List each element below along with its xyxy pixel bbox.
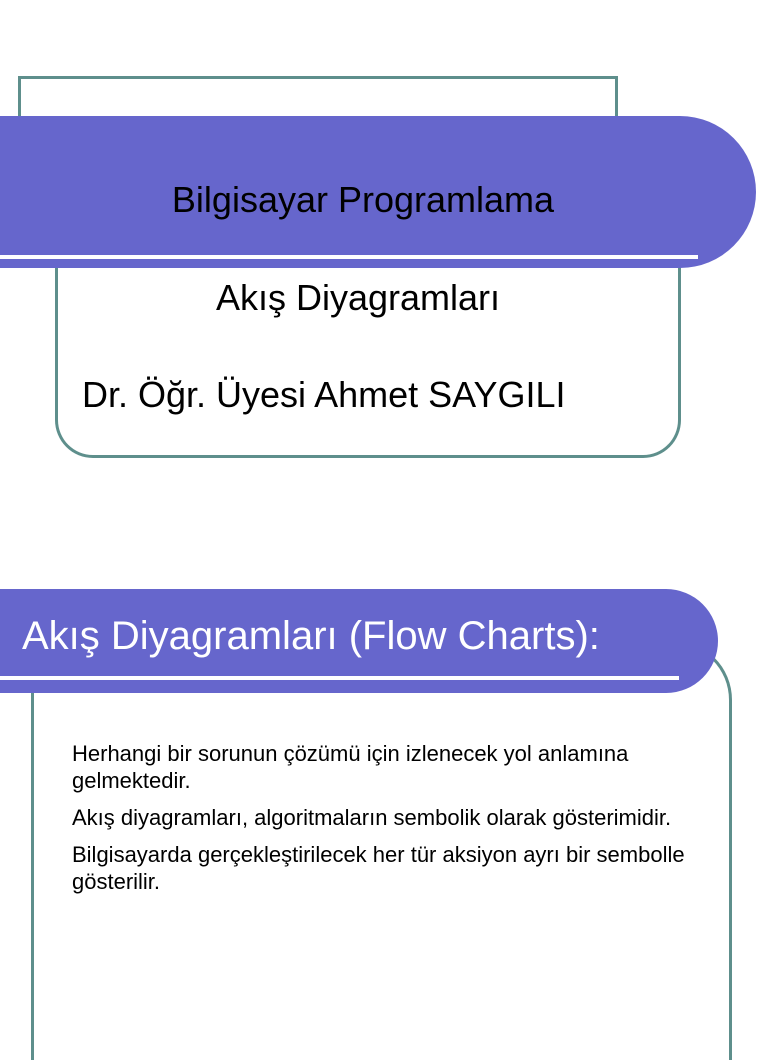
- slide-subtitle: Akış Diyagramları: [215, 277, 501, 318]
- title-slide: [0, 0, 768, 480]
- content-body: [72, 740, 702, 905]
- body-paragraph: Herhangi bir sorunun çözümü için izlenecek yol anlamına gelmektedir.: [72, 741, 629, 793]
- content-heading: Akış Diyagramları (Flow Charts):: [22, 614, 600, 658]
- content-slide: [0, 560, 768, 1024]
- slide-title: Bilgisayar Programlama: [171, 179, 555, 220]
- body-paragraph: Akış diyagramları, algoritmaların sembolik olarak gösterimidir.: [72, 805, 672, 830]
- title-band-underline: [0, 255, 698, 259]
- body-paragraph: Bilgisayarda gerçekleştirilecek her tür aksiyon ayrı bir sembolle gösterilir.: [72, 842, 685, 894]
- slide-author: Dr. Öğr. Üyesi Ahmet SAYGILI: [82, 374, 566, 415]
- heading-band-underline: [0, 676, 679, 680]
